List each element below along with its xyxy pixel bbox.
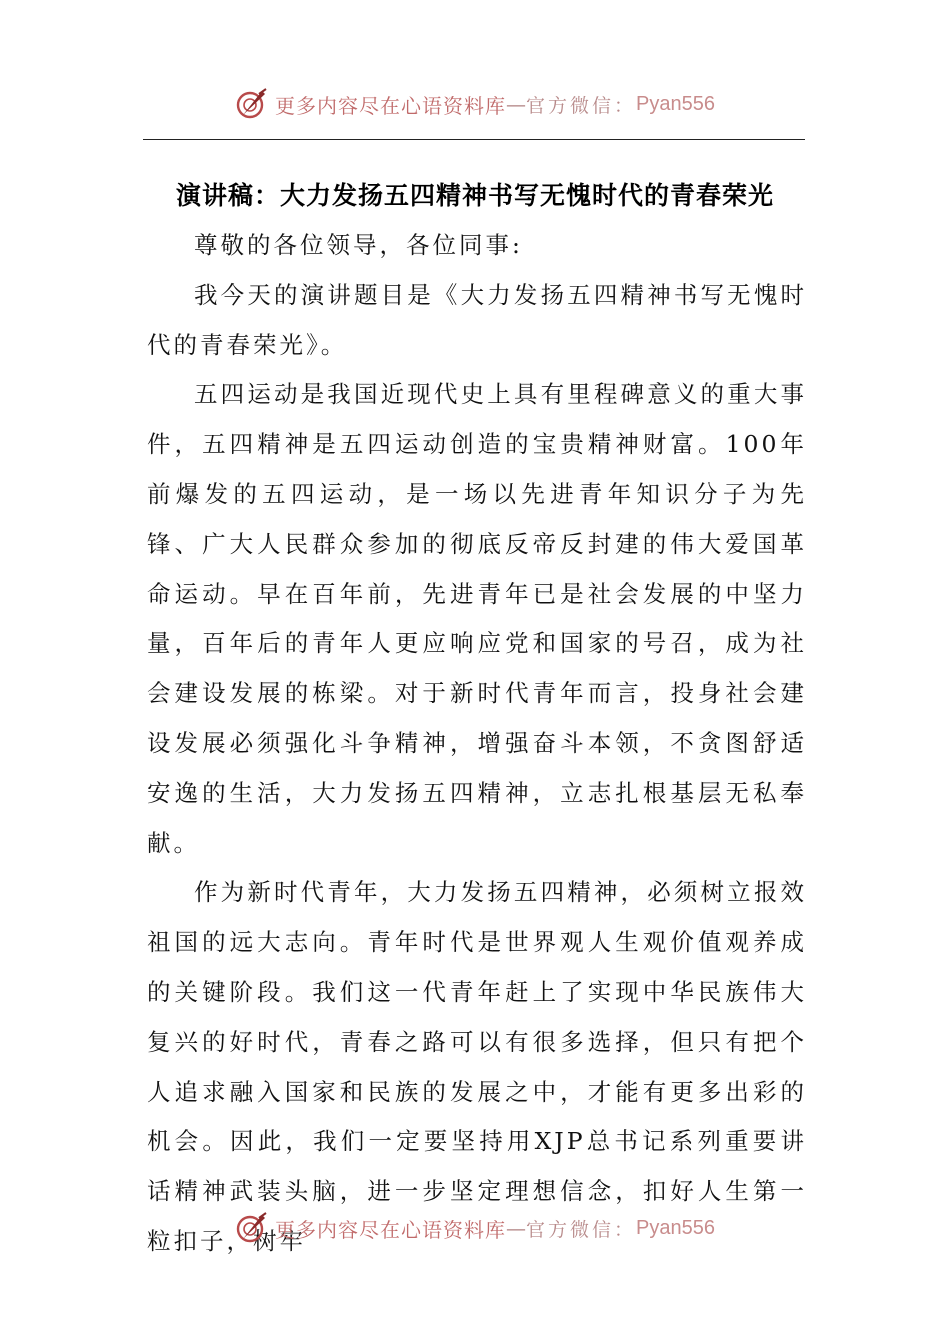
quill-logo-icon [235, 1211, 269, 1245]
footer-watermark [0, 1206, 950, 1250]
watermark-wechat-id: Pyan556 [636, 92, 715, 115]
watermark-label: 官方微信： [526, 1218, 637, 1241]
body-paragraph: 作为新时代青年，大力发扬五四精神，必须树立报效祖国的远大志向。青年时代是世界观人生观价值观养成的关键阶段。我们这一代青年赶上了实现中华民族伟大复兴的好时代，青春之路可以有很多选择，但只有把个人追求融入国家和民族的发展之中，才能有更多出彩的机会。因此，我们一定要坚持用XJP总书记系列重要讲话精神武装头脑，进一步坚定理想信念，扣好人生第一粒扣子，树牢 [147, 878, 807, 1255]
watermark-separator: — [506, 92, 526, 116]
watermark-separator: — [506, 1216, 526, 1240]
header-divider [143, 139, 805, 140]
watermark-label: 官方微信： [526, 94, 637, 117]
salutation-paragraph: 尊敬的各位领导，各位同事: [194, 231, 523, 259]
document-title: 演讲稿：大力发扬五四精神书写无愧时代的青春荣光 [175, 181, 774, 210]
body-paragraph: 我今天的演讲题目是《大力发扬五四精神书写无愧时代的青春荣光》。 [147, 280, 807, 359]
body-paragraph: 五四运动是我国近现代史上具有里程碑意义的重大事件，五四精神是五四运动创造的宝贵精神财富。100年前爆发的五四运动，是一场以先进青年知识分子为先锋、广大人民群众参加的彻底反帝反封建的伟大爱国革命运动。早在百年前，先进青年已是社会发展的中坚力量，百年后的青年人更应响应党和国家的号召，成为社会建设发展的栋梁。对于新时代青年而言，投身社会建设发展必须强化斗争精神，增强奋斗本领，不贪图舒适安逸的生活，大力发扬五四精神，立志扎根基层无私奉献。 [147, 380, 807, 857]
watermark-site-text: 更多内容尽在心语资料库 [275, 93, 506, 118]
header-watermark [0, 82, 950, 126]
watermark-site-text: 更多内容尽在心语资料库 [275, 1217, 506, 1242]
quill-logo-icon [235, 87, 269, 121]
watermark-wechat-id: Pyan556 [636, 1216, 715, 1239]
document-body [147, 221, 807, 1267]
